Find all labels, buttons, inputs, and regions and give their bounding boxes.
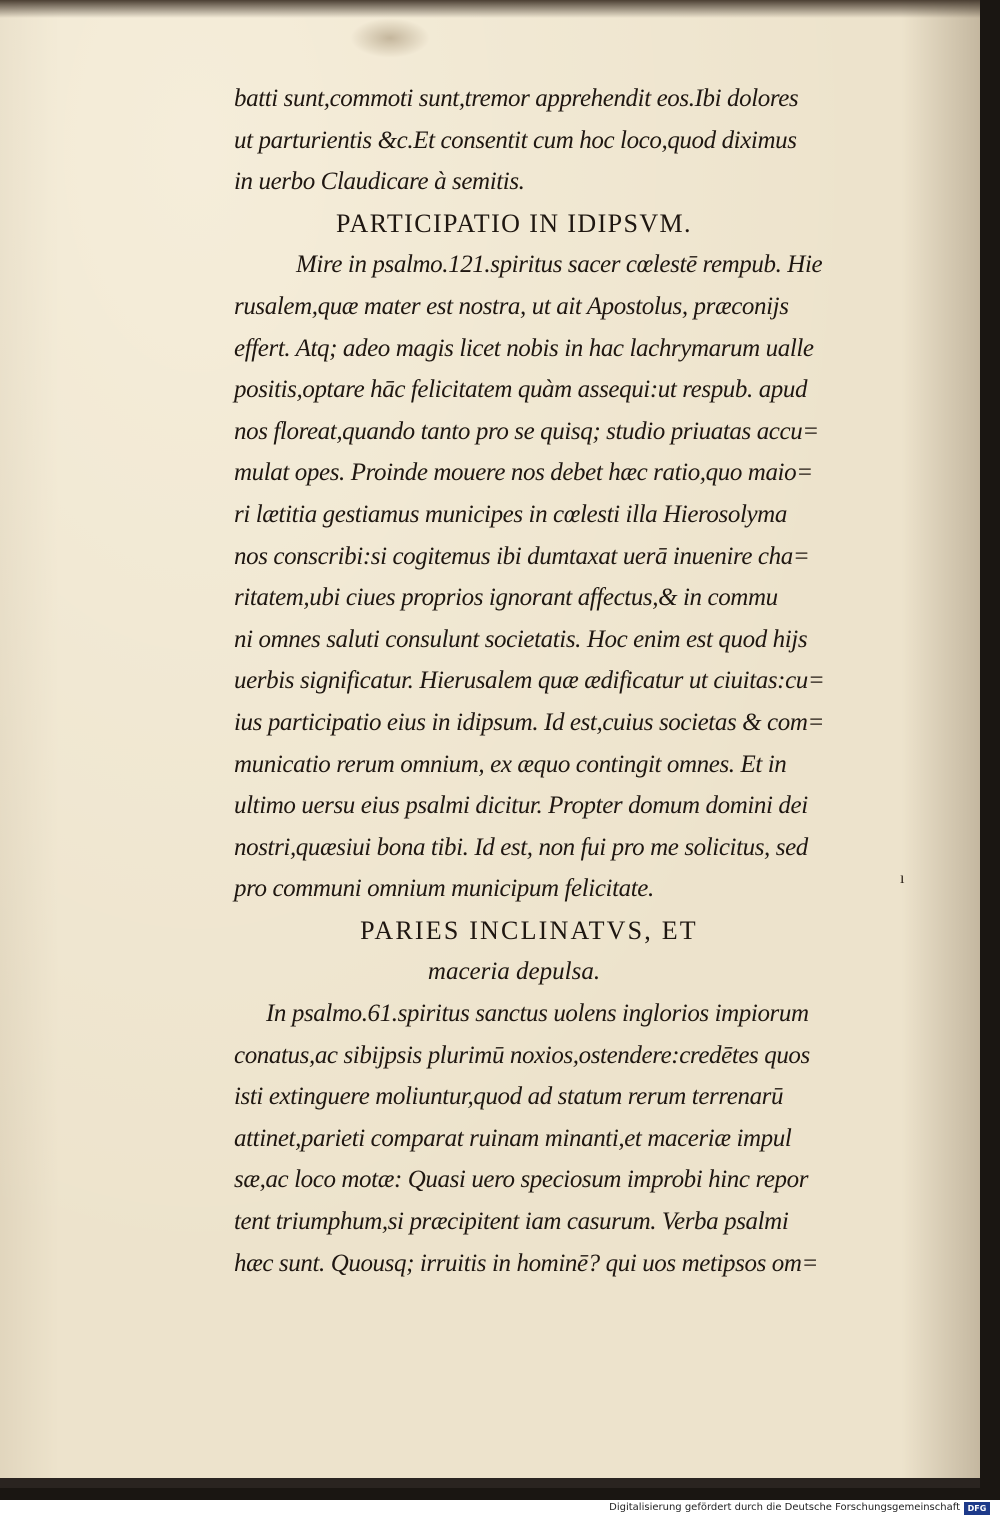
margin-mark: ı: [900, 870, 905, 887]
text-line: pro communi omnium municipum felicitate.: [234, 875, 654, 903]
text-line: rusalem,quæ mater est nostra, ut ait Apostolus, præconijs: [234, 292, 789, 320]
section-heading: PARTICIPATIO IN IDIPSVM.: [336, 208, 692, 238]
text-line: nos conscribi:si cogitemus ibi dumtaxat uerā inuenire cha=: [234, 542, 810, 570]
section-heading: PARIES INCLINATVS, ET: [360, 915, 698, 945]
page-top-edge: [0, 0, 980, 18]
text-line: ni omnes saluti consulunt societatis. Hoc enim est quod hijs: [234, 625, 808, 653]
section-subheading: maceria depulsa.: [427, 958, 601, 986]
text-line: attinet,parieti comparat ruinam minanti,et maceriæ impul: [234, 1124, 792, 1152]
text-line: isti extinguere moliuntur,quod ad statum rerum terrenarū: [234, 1083, 784, 1111]
text-line: batti sunt,commoti sunt,tremor apprehendit eos.Ibi dolores: [234, 85, 799, 112]
text-line: effert. Atq; adeo magis licet nobis in hac lachrymarum ualle: [234, 334, 814, 362]
text-line: In psalmo.61.spiritus sanctus uolens inglorios impiorum: [266, 1000, 809, 1028]
text-line: ri lætitia gestiamus municipes in cœlesti illa Hierosolyma: [234, 500, 787, 528]
text-line: municatio rerum omnium, ex æquo contingit omnes. Et in: [234, 750, 787, 778]
text-line: mulat opes. Proinde mouere nos debet hæc ratio,quo maio=: [234, 459, 813, 487]
page-stain: [350, 18, 430, 58]
text-line: Mire in psalmo.121.spiritus sacer cœlestē rempub. Hie: [296, 251, 823, 279]
footer-bar: [0, 1500, 1000, 1518]
dfg-logo: DFG: [964, 1502, 990, 1515]
text-line: sæ,ac loco motæ: Quasi uero speciosum improbi hinc repor: [234, 1166, 809, 1194]
funding-notice: Digitalisierung gefördert durch die Deutsche Forschungsgemeinschaft: [609, 1502, 960, 1513]
text-line: nostri,quæsiui bona tibi. Id est, non fui pro me solicitus, sed: [234, 833, 808, 861]
text-line: positis,optare hāc felicitatem quàm assequi:ut respub. apud: [234, 376, 808, 404]
text-line: ritatem,ubi ciues proprios ignorant affectus,& in commu: [234, 584, 778, 612]
text-line: hæc sunt. Quousq; irruitis in hominē? qui uos metipsos om=: [234, 1249, 818, 1277]
text-line: in uerbo Claudicare à semitis.: [234, 168, 525, 196]
text-line: uerbis significatur. Hierusalem quæ ædificatur ut ciuitas:cu=: [234, 667, 825, 695]
text-line: ultimo uersu eius psalmi dicitur. Propter domum domini dei: [234, 792, 808, 820]
text-line: tent triumphum,si præcipitent iam casurum. Verba psalmi: [234, 1208, 789, 1236]
text-line: nos floreat,quando tanto pro se quisq; studio priuatas accu=: [234, 417, 819, 445]
text-line: ut parturientis &c.Et consentit cum hoc loco,quod diximus: [234, 126, 797, 154]
text-line: ius participatio eius in idipsum. Id est,cuius societas & com=: [234, 708, 824, 736]
text-block: [234, 78, 934, 1284]
text-line: conatus,ac sibijpsis plurimū noxios,ostendere:credētes quos: [234, 1041, 810, 1069]
